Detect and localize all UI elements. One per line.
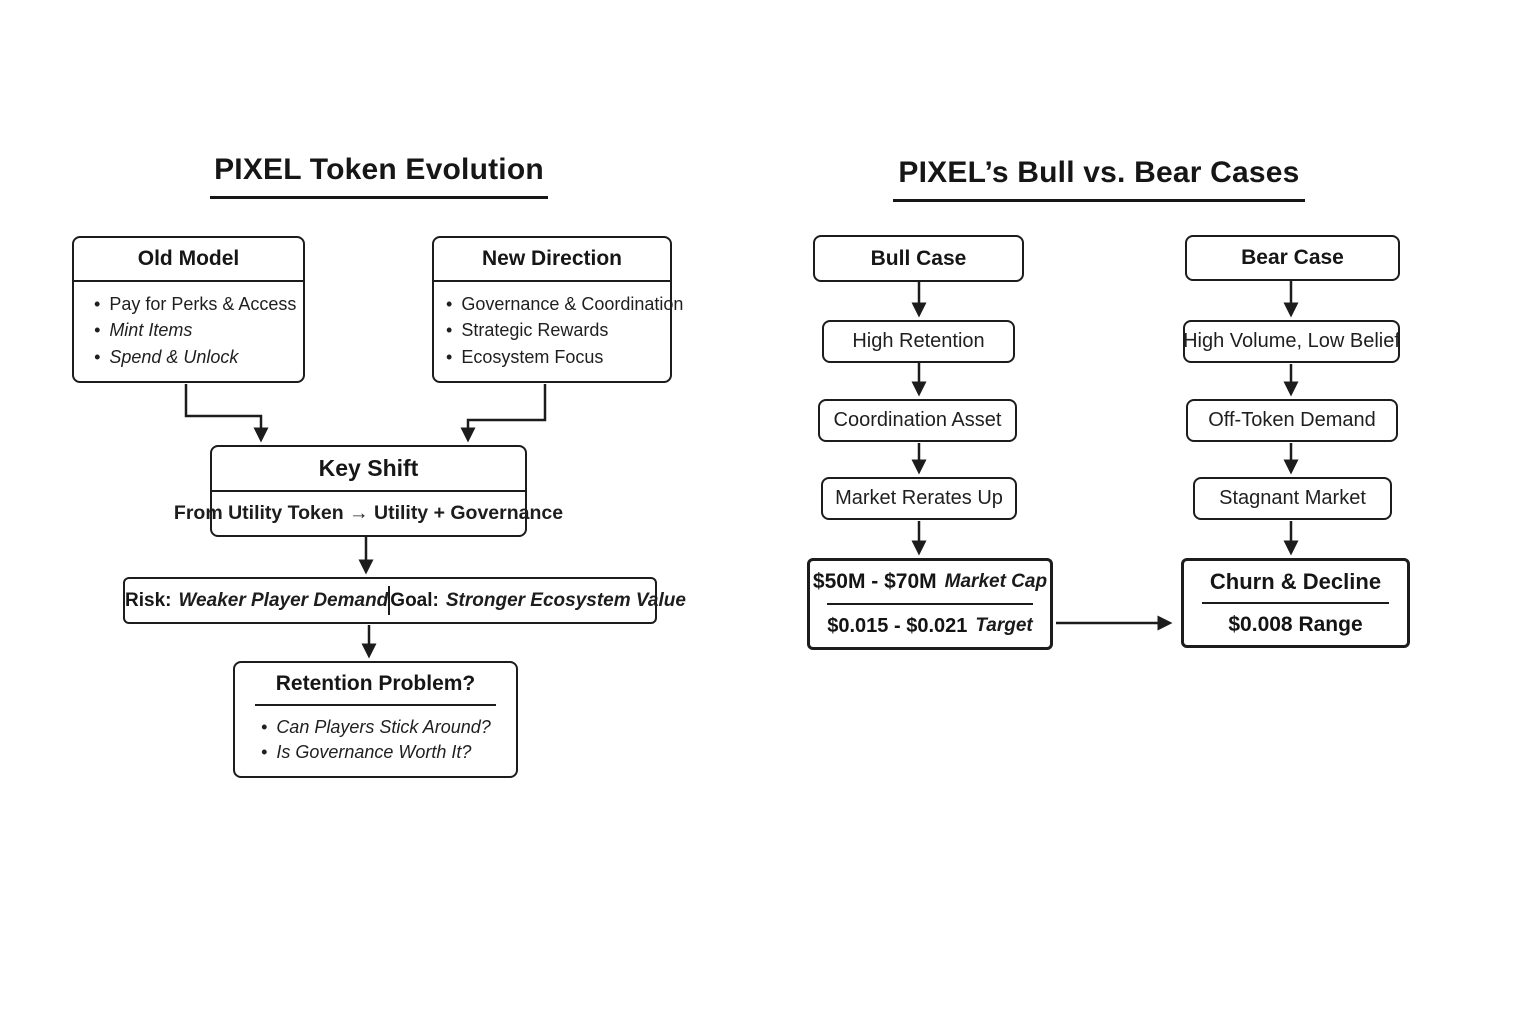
old-model-bullet: • Spend & Unlock <box>94 347 293 368</box>
key-shift-title: Key Shift <box>212 447 525 492</box>
bear-case-box <box>1185 235 1400 281</box>
old-model-bullets <box>74 282 303 381</box>
old-model-box <box>72 236 305 383</box>
retention-bullet: • Can Players Stick Around? <box>261 717 506 738</box>
new-direction-bullet: • Ecosystem Focus <box>446 347 660 368</box>
bear-outcome-box <box>1181 558 1410 648</box>
bear-case-label: Bear Case <box>1241 246 1344 269</box>
bull-outcome-box <box>807 558 1053 650</box>
retention-bullets <box>235 706 516 776</box>
market-rerates-box <box>821 477 1017 520</box>
risk-cell <box>125 579 388 622</box>
new-direction-bullet: • Strategic Rewards <box>446 320 660 341</box>
coordination-asset-label: Coordination Asset <box>833 409 1002 431</box>
coordination-asset-box <box>818 399 1017 442</box>
bull-cap-value: $50M - $70M <box>812 570 937 593</box>
arrow-new-direction-to-key-shift <box>468 384 545 438</box>
churn-decline-title: Churn & Decline <box>1209 568 1382 594</box>
risk-goal-box <box>123 577 686 624</box>
retention-problem-box <box>233 661 518 778</box>
bull-outcome-target-line <box>810 605 1050 647</box>
new-direction-bullets <box>434 282 684 381</box>
bear-outcome-value-line <box>1184 604 1407 645</box>
market-rerates-label: Market Rerates Up <box>835 487 1003 509</box>
off-token-demand-box <box>1186 399 1398 442</box>
high-volume-label: High Volume, Low Belief <box>1183 330 1400 352</box>
bull-target-value: $0.015 - $0.021 <box>827 614 968 637</box>
new-direction-title: New Direction <box>434 238 670 282</box>
high-retention-box <box>822 320 1015 363</box>
goal-label: Goal: <box>390 589 439 611</box>
high-retention-label: High Retention <box>852 330 985 352</box>
goal-value: Stronger Ecosystem Value <box>445 589 686 611</box>
old-model-title: Old Model <box>74 238 303 282</box>
bull-target-suffix: Target <box>975 615 1033 636</box>
stagnant-market-label: Stagnant Market <box>1219 487 1366 509</box>
left-panel-title: PIXEL Token Evolution <box>210 153 548 199</box>
old-model-bullet: • Mint Items <box>94 320 293 341</box>
risk-value: Weaker Player Demand <box>178 589 389 611</box>
retention-bullet: • Is Governance Worth It? <box>261 742 506 763</box>
risk-label: Risk: <box>125 589 172 611</box>
arrow-old-model-to-key-shift <box>186 384 261 438</box>
off-token-demand-label: Off-Token Demand <box>1208 409 1376 431</box>
new-direction-bullet: • Governance & Coordination <box>446 294 660 315</box>
goal-cell <box>390 579 686 622</box>
key-shift-box <box>173 445 564 537</box>
bull-cap-suffix: Market Cap <box>944 571 1048 592</box>
old-model-bullet: • Pay for Perks & Access <box>94 294 293 315</box>
high-volume-box <box>1183 320 1400 363</box>
bull-outcome-cap-line <box>810 561 1050 603</box>
churn-range-value: $0.008 Range <box>1228 612 1363 636</box>
stagnant-market-box <box>1193 477 1392 520</box>
new-direction-box <box>432 236 684 383</box>
retention-title: Retention Problem? <box>275 671 476 695</box>
bull-case-label: Bull Case <box>870 246 967 270</box>
key-shift-body: From Utility Token → Utility + Governance <box>173 502 564 524</box>
right-panel-title: PIXEL’s Bull vs. Bear Cases <box>893 156 1305 202</box>
bull-case-box <box>813 235 1024 282</box>
